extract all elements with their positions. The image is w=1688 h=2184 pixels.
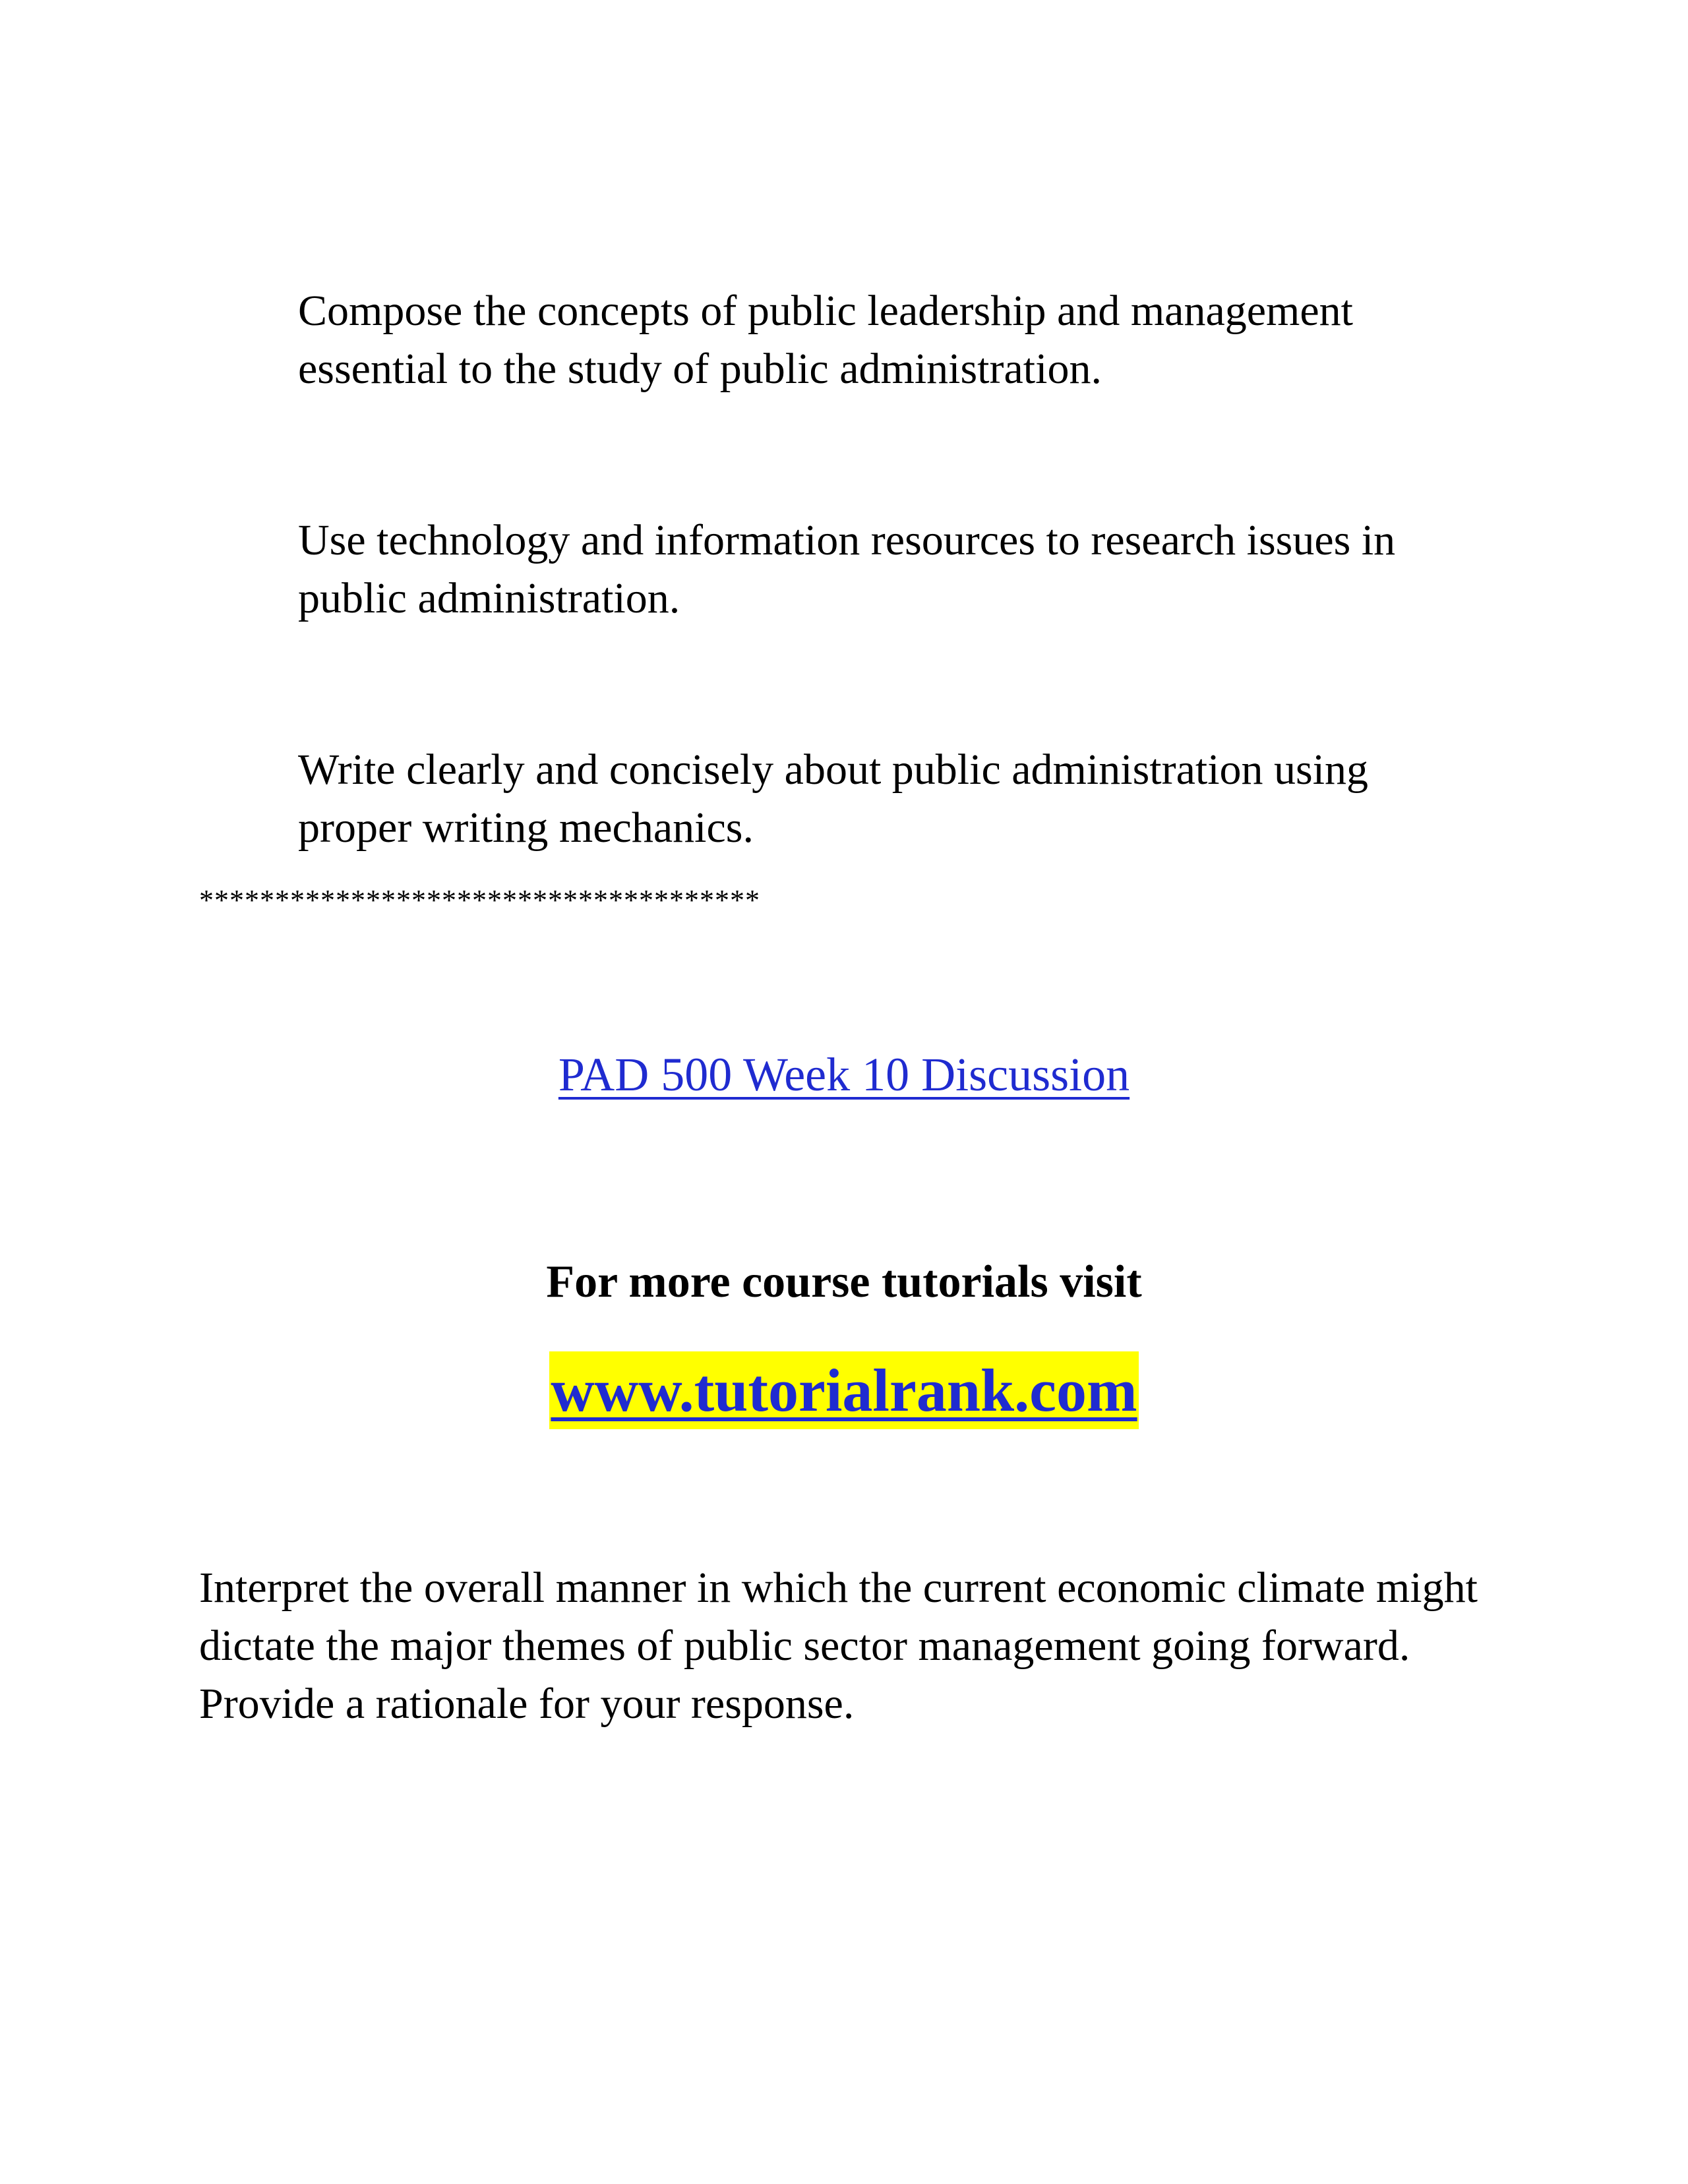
objective-write-clearly: Write clearly and concisely about public administration using proper writing mechanics. [298,746,1369,852]
site-link-container [0,1351,1688,1429]
objective-compose-concepts: Compose the concepts of public leadership and management essential to the study of public administration. [298,287,1354,393]
discussion-title [0,1042,1688,1107]
asterisk-separator: ************************************* [199,884,760,916]
visit-heading: For more course tutorials visit [546,1256,1142,1307]
tutorialrank-site-link[interactable]: www.tutorialrank.com [549,1351,1138,1429]
discussion-question: Interpret the overall manner in which the current economic climate might dictate the major themes of public sector management going forward. Provide a rationale for your response. [199,1564,1478,1728]
discussion-link[interactable]: PAD 500 Week 10 Discussion [558,1048,1130,1101]
objective-use-technology: Use technology and information resources to research issues in public administration. [298,516,1396,622]
